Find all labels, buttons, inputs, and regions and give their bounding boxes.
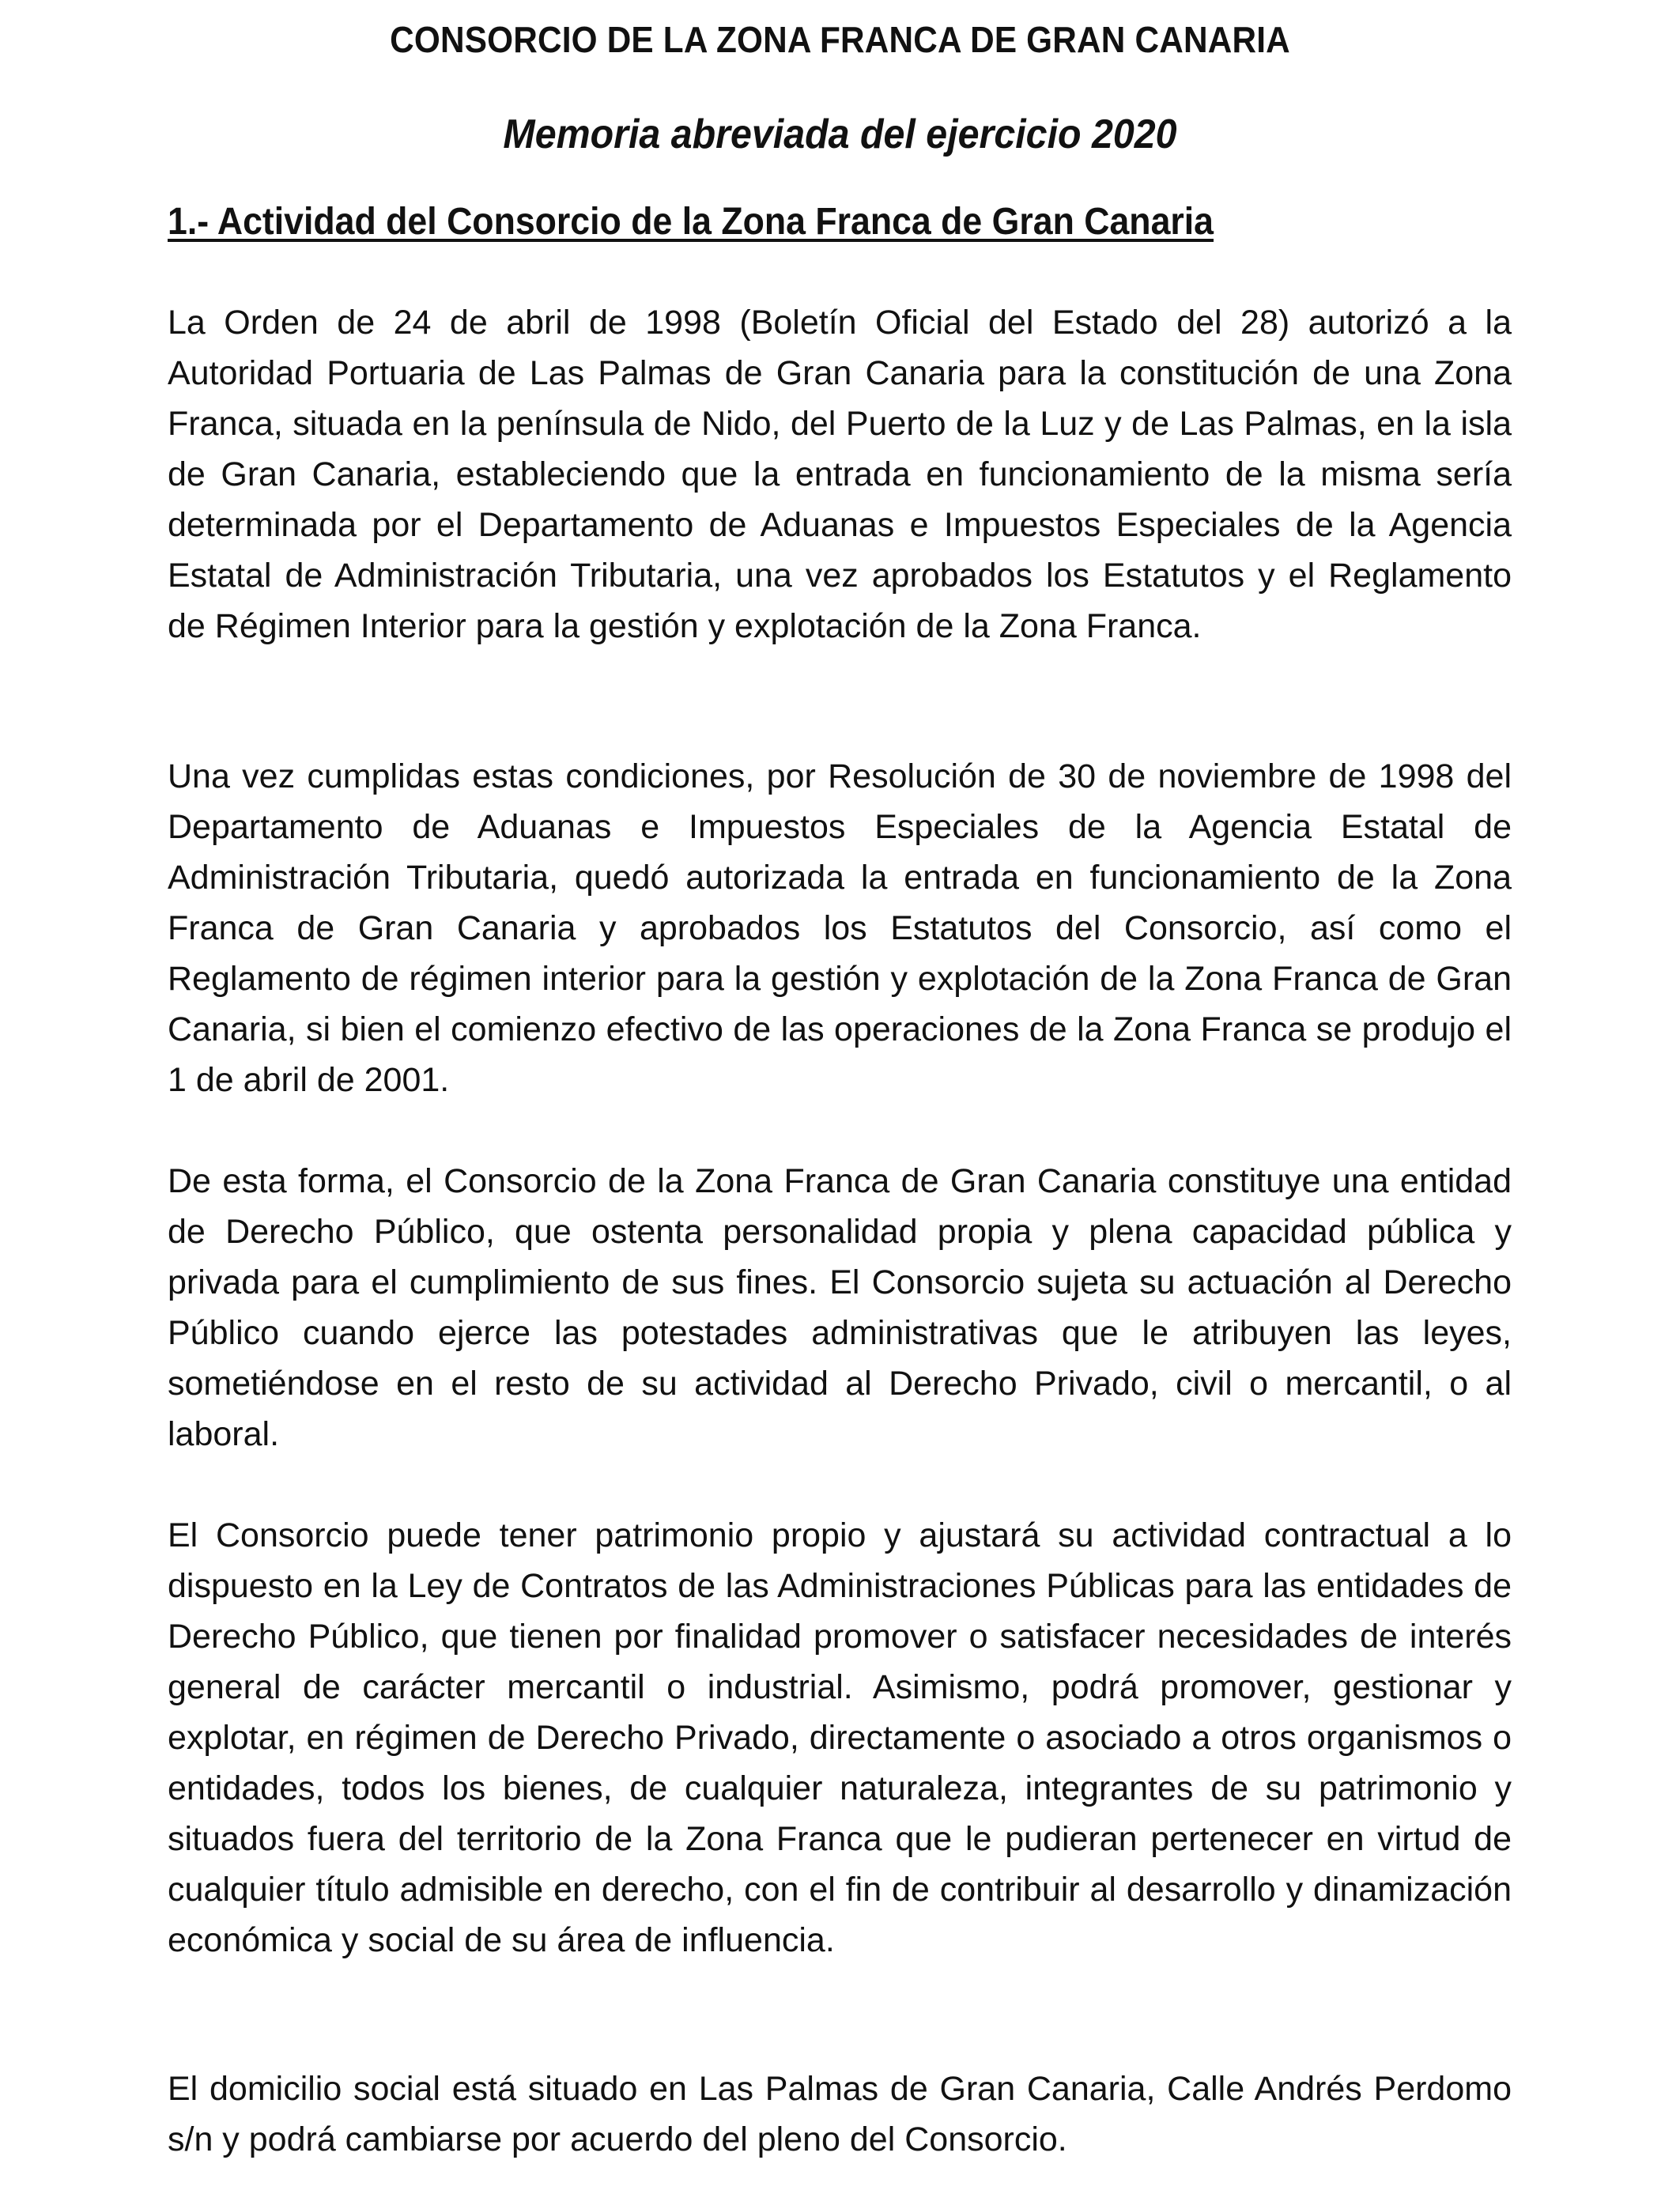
paragraph-block-5 <box>168 2064 1512 2165</box>
paragraph-3: De esta forma, el Consorcio de la Zona Franca de Gran Canaria constituye una entidad de Derecho Público, que ostenta personalidad propia y plena capacidad pública y privada para el cumplimiento de sus fines. El Consorcio sujeta su actuación al Derecho Público cuando ejerce las potestades administrativas que le atribuyen las leyes, sometiéndose en el resto de su actividad al Derecho Privado, civil o mercantil, o al laboral. <box>168 1162 1512 1453</box>
organization-title: CONSORCIO DE LA ZONA FRANCA DE GRAN CANARIA <box>390 19 1290 60</box>
paragraph-4: El Consorcio puede tener patrimonio propio y ajustará su actividad contractual a lo dispuesto en la Ley de Contratos de las Administraciones Públicas para las entidades de Derecho Público, que tienen por finalidad promover o satisfacer necesidades de interés general de carácter mercantil o industrial. Asimismo, podrá promover, gestionar y explotar, en régimen de Derecho Privado, directamente o asociado a otros organismos o entidades, todos los bienes, de cualquier naturaleza, integrantes de su patrimonio y situados fuera del territorio de la Zona Franca que le pudieran pertenecer en virtud de cualquier título admisible en derecho, con el fin de contribuir al desarrollo y dinamización económica y social de su área de influencia. <box>168 1516 1512 1959</box>
paragraph-2: Una vez cumplidas estas condiciones, por Resolución de 30 de noviembre de 1998 del Departamento de Aduanas e Impuestos Especiales de la Agencia Estatal de Administración Tributaria, quedó autorizada la entrada en funcionamiento de la Zona Franca de Gran Canaria y aprobados los Estatutos del Consorcio, así como el Reglamento de régimen interior para la gestión y explotación de la Zona Franca de Gran Canaria, si bien el comienzo efectivo de las operaciones de la Zona Franca se produjo el 1 de abril de 2001. <box>168 757 1512 1099</box>
document-subtitle: Memoria abreviada del ejercicio 2020 <box>503 111 1177 157</box>
paragraph-1: La Orden de 24 de abril de 1998 (Boletín Oficial del Estado del 28) autorizó a la Autoridad Portuaria de Las Palmas de Gran Canaria para la constitución de una Zona Franca, situada en la península de Nido, del Puerto de la Luz y de Las Palmas, en la isla de Gran Canaria, estableciendo que la entrada en funcionamiento de la misma sería determinada por el Departamento de Aduanas e Impuestos Especiales de la Agencia Estatal de Administración Tributaria, una vez aprobados los Estatutos y el Reglamento de Régimen Interior para la gestión y explotación de la Zona Franca. <box>168 304 1512 645</box>
paragraph-block-2 <box>168 751 1512 1105</box>
paragraph-block-1 <box>168 297 1512 651</box>
section-heading: 1.- Actividad del Consorcio de la Zona Franca de Gran Canaria <box>168 201 1214 243</box>
paragraph-5: El domicilio social está situado en Las Palmas de Gran Canaria, Calle Andrés Perdomo s/n y podrá cambiarse por acuerdo del pleno del Consorcio. <box>168 2070 1512 2158</box>
paragraph-block-3 <box>168 1156 1512 1460</box>
paragraph-block-4 <box>168 1510 1512 1966</box>
